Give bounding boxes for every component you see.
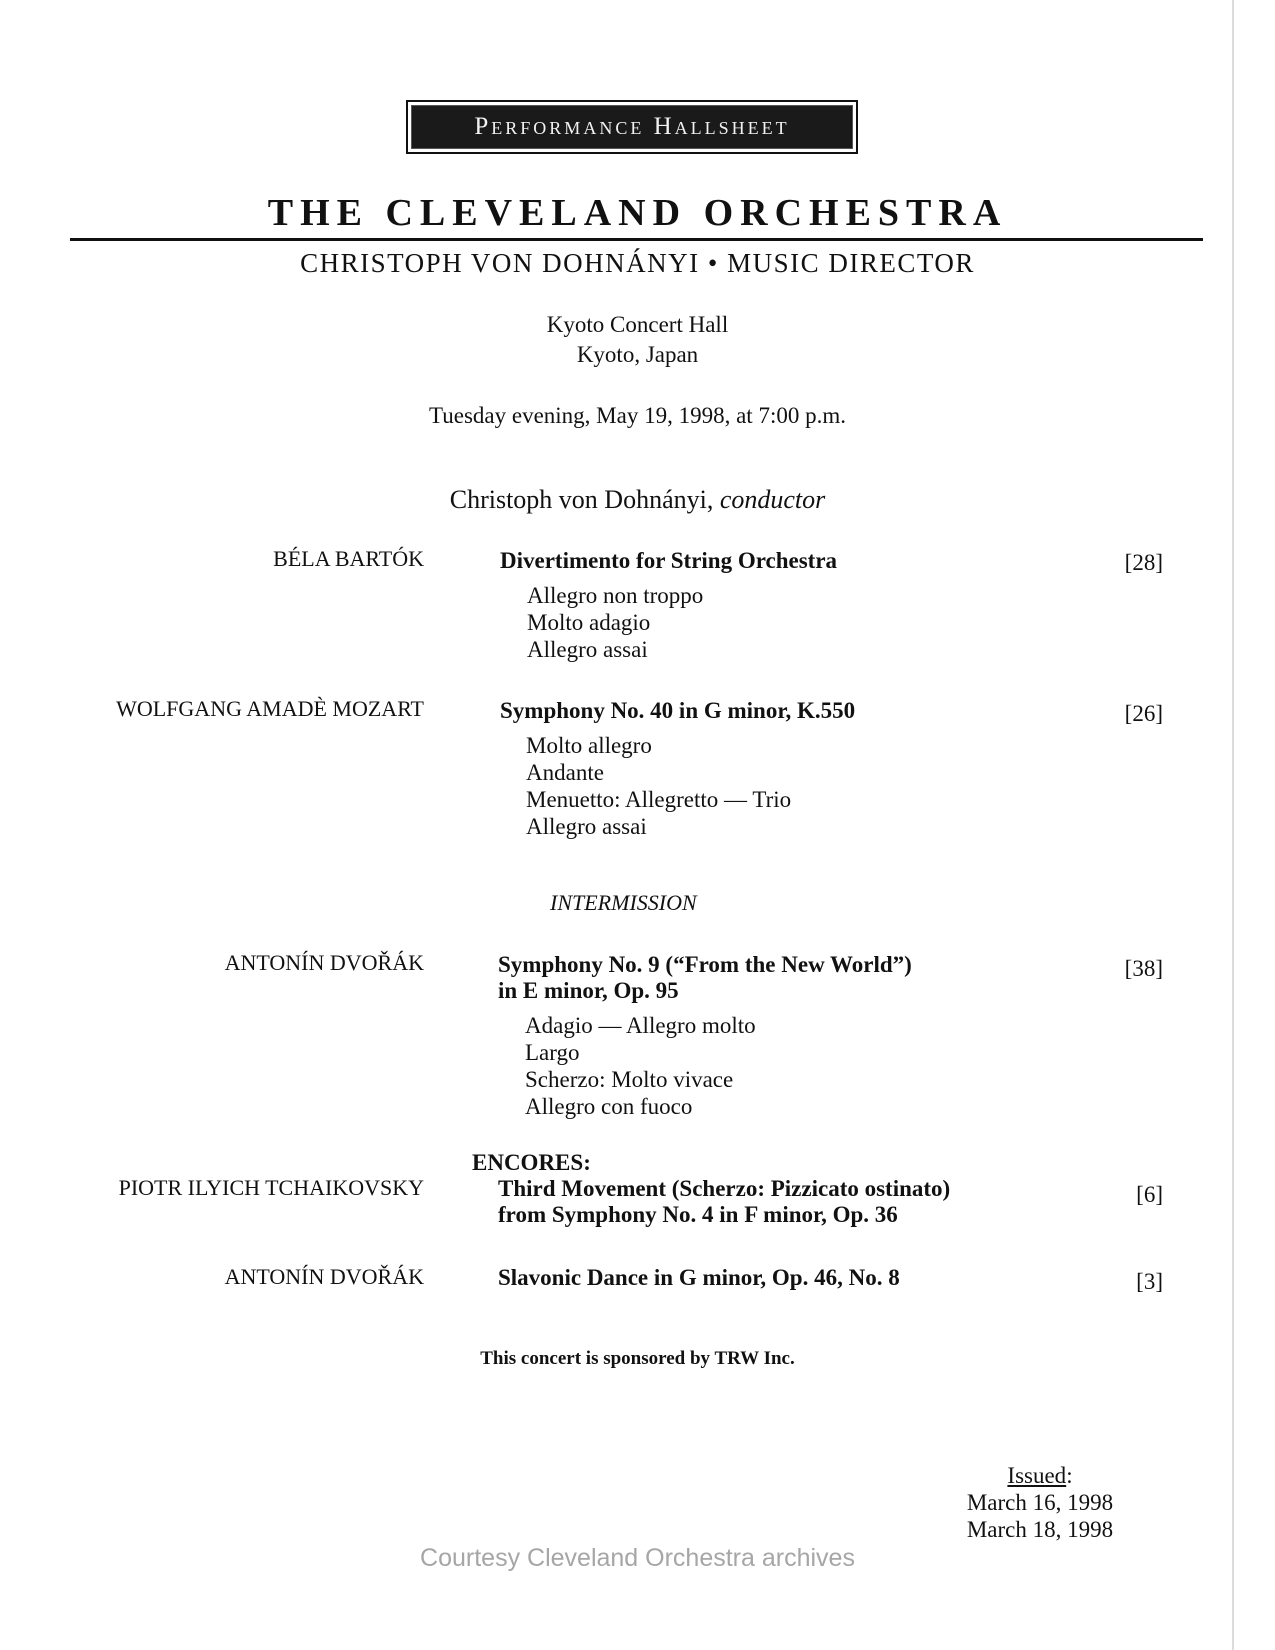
composer-tchaikovsky: PIOTR ILYICH TCHAIKOVSKY bbox=[118, 1175, 424, 1200]
duration-slavonic-dance: [3] bbox=[1136, 1269, 1163, 1294]
intermission-label: INTERMISSION bbox=[550, 890, 697, 915]
movement-item: Scherzo: Molto vivace bbox=[525, 1067, 734, 1092]
movement-item: Molto adagio bbox=[527, 610, 651, 635]
issued-date: March 18, 1998 bbox=[966, 1517, 1114, 1542]
banner-plate bbox=[411, 105, 853, 149]
work-title-divertimento: Divertimento for String Orchestra bbox=[500, 548, 838, 573]
duration-tchaikovsky-encore: [6] bbox=[1136, 1182, 1163, 1207]
work-title-symphony-40: Symphony No. 40 in G minor, K.550 bbox=[500, 698, 856, 723]
encores-heading: ENCORES: bbox=[472, 1150, 591, 1175]
hallsheet-banner bbox=[406, 100, 858, 154]
concert-date-time: Tuesday evening, May 19, 1998, at 7:00 p.m. bbox=[429, 403, 846, 428]
movement-list-divertimento bbox=[527, 582, 703, 663]
work-title-slavonic-dance: Slavonic Dance in G minor, Op. 46, No. 8 bbox=[498, 1265, 900, 1290]
orchestra-title: THE CLEVELAND ORCHESTRA bbox=[267, 192, 1008, 234]
conductor-line bbox=[0, 485, 1275, 515]
composer-dvorak-encore: ANTONÍN DVOŘÁK bbox=[224, 1264, 424, 1289]
work-title-line: in E minor, Op. 95 bbox=[498, 978, 679, 1003]
conductor-role: conductor bbox=[719, 485, 826, 514]
movement-item: Molto allegro bbox=[526, 733, 652, 758]
composer-dvorak: ANTONÍN DVOŘÁK bbox=[224, 950, 424, 975]
movement-item: Largo bbox=[525, 1040, 580, 1065]
work-title-line: from Symphony No. 4 in F minor, Op. 36 bbox=[498, 1202, 898, 1227]
venue-city: Kyoto, Japan bbox=[576, 342, 699, 367]
issued-label-line bbox=[940, 1462, 1140, 1489]
banner-text: Performance Hallsheet bbox=[474, 113, 790, 140]
music-director-line: CHRISTOPH VON DOHNÁNYI • MUSIC DIRECTOR bbox=[300, 248, 975, 278]
duration-divertimento: [28] bbox=[1124, 550, 1163, 575]
issued-label: Issued bbox=[1007, 1463, 1067, 1488]
venue-hall: Kyoto Concert Hall bbox=[546, 312, 729, 337]
movement-list-symphony-40 bbox=[526, 732, 791, 840]
conductor-name: Christoph von Dohnányi, bbox=[449, 485, 714, 514]
issued-block bbox=[940, 1462, 1140, 1543]
issued-colon: : bbox=[1066, 1463, 1073, 1488]
work-title-symphony-9 bbox=[498, 952, 912, 1004]
work-title-line: Third Movement (Scherzo: Pizzicato ostinato) bbox=[498, 1176, 951, 1201]
movement-item: Andante bbox=[526, 760, 604, 785]
movement-item: Adagio — Allegro molto bbox=[525, 1013, 756, 1038]
duration-symphony-40: [26] bbox=[1124, 701, 1163, 726]
movement-item: Menuetto: Allegretto — Trio bbox=[526, 787, 792, 812]
sponsor-note: This concert is sponsored by TRW Inc. bbox=[480, 1348, 795, 1369]
movement-item: Allegro con fuoco bbox=[525, 1094, 693, 1119]
duration-symphony-9: [38] bbox=[1124, 956, 1163, 981]
movement-item: Allegro non troppo bbox=[527, 583, 704, 608]
movement-item: Allegro assai bbox=[526, 814, 647, 839]
composer-bartok: BÉLA BARTÓK bbox=[273, 546, 424, 571]
work-title-tchaikovsky-encore bbox=[498, 1176, 950, 1228]
movement-item: Allegro assai bbox=[527, 637, 648, 662]
scan-edge-line bbox=[1232, 0, 1234, 1650]
title-rule bbox=[70, 238, 1203, 241]
composer-mozart: WOLFGANG AMADÈ MOZART bbox=[116, 696, 424, 721]
courtesy-watermark: Courtesy Cleveland Orchestra archives bbox=[420, 1544, 855, 1572]
movement-list-symphony-9 bbox=[525, 1012, 756, 1120]
work-title-line: Symphony No. 9 (“From the New World”) bbox=[498, 952, 912, 977]
issued-date: March 16, 1998 bbox=[966, 1490, 1114, 1515]
